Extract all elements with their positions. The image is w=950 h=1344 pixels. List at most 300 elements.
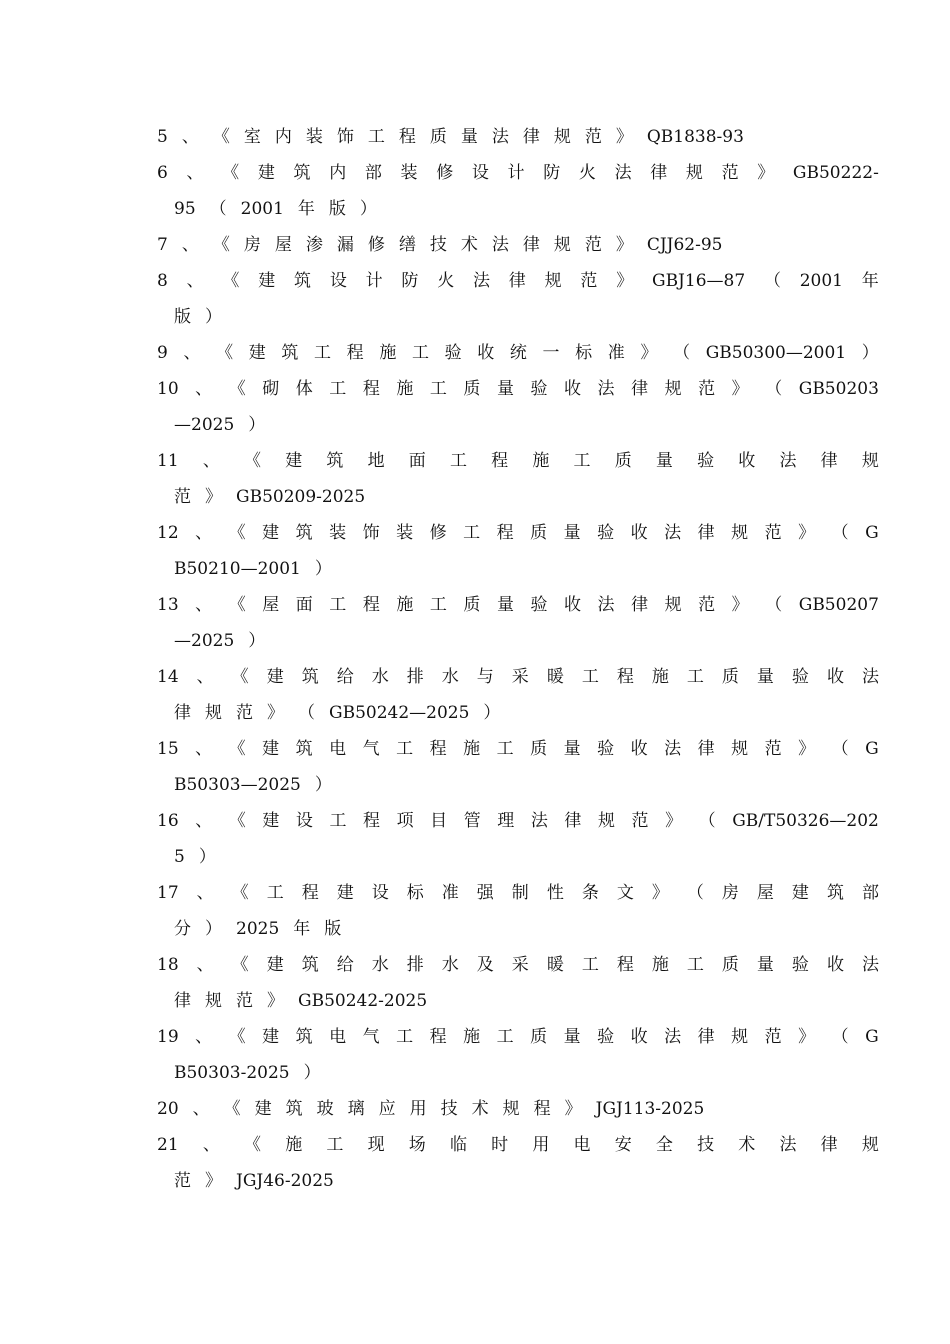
entry-text: 规 (205, 703, 222, 723)
entry-text: GB50209-2025 (236, 487, 366, 507)
entry-text: 》 (665, 811, 683, 831)
entry-text: 量 (563, 1027, 581, 1047)
entry-text: 体 (295, 379, 313, 399)
entry-text: G (865, 523, 879, 543)
entry-text: 17 (157, 883, 179, 903)
entry-text: 》 (205, 1171, 222, 1191)
entry-text: 法 (779, 451, 797, 471)
entry-text: ） (248, 631, 266, 651)
entry-text: 计 (507, 163, 525, 183)
entry-text: 排 (406, 667, 424, 687)
entry-text: 装 (396, 523, 414, 543)
entry-text: 漏 (336, 235, 354, 255)
entry-text: 修 (436, 163, 454, 183)
entry-text: 准 (441, 883, 459, 903)
entry-text: 年 (861, 271, 879, 291)
entry-text: 建 (285, 451, 303, 471)
entry-text: 设 (295, 811, 313, 831)
entry-text: 工 (367, 127, 385, 147)
entry-text: 程 (491, 451, 509, 471)
entry-text: 验 (530, 379, 548, 399)
entry-text: 采 (511, 667, 529, 687)
entry-text: 7 (157, 235, 168, 255)
entry-text: 》 (731, 379, 749, 399)
entry-text: 施 (396, 379, 414, 399)
entry-text: 8 (157, 271, 168, 291)
entry-text: 收 (630, 1027, 648, 1047)
entry-text: 范 (174, 1171, 191, 1191)
entry-text: 工 (396, 1027, 414, 1047)
entry-text: 规 (664, 379, 682, 399)
entry-continuation-line (157, 479, 879, 515)
entry-continuation-line (157, 911, 879, 947)
entry-text: 质 (463, 595, 481, 615)
entry-text: 渗 (305, 235, 323, 255)
entry-text: 技 (429, 235, 447, 255)
entry-text: 室 (243, 127, 261, 147)
entry-text: 建 (262, 811, 280, 831)
entry-text: 》 (798, 1027, 816, 1047)
entry-text: 《 (228, 379, 246, 399)
entry-text: 建 (248, 343, 266, 363)
entry-text: 程 (496, 523, 514, 543)
entry-text: 》 (731, 595, 749, 615)
entry-text: 验 (597, 739, 615, 759)
entry-text: 规 (544, 271, 562, 291)
entry-text: 工 (329, 595, 347, 615)
entry-text: 《 (228, 739, 246, 759)
entry-text: 法 (779, 1135, 797, 1155)
entry-text: 收 (564, 379, 582, 399)
entry-text: 时 (491, 1135, 509, 1155)
entry-text: （ (765, 595, 783, 615)
entry-line (157, 947, 879, 983)
entry-text: 律 (564, 811, 582, 831)
entry-text: 验 (791, 955, 809, 975)
entry-text: 、 (196, 955, 214, 975)
entry-text: ） (314, 775, 332, 795)
entry-text: JGJ46-2025 (236, 1171, 334, 1191)
entry-text: 筑 (295, 523, 313, 543)
entry-text: ） (198, 847, 216, 867)
entry-text: QB1838-93 (646, 127, 744, 147)
entry-text: 房 (721, 883, 739, 903)
entry-text: 程 (616, 955, 634, 975)
entry-text: 屋 (262, 595, 280, 615)
entry-text: 工 (429, 595, 447, 615)
entry-text: 版 (328, 199, 346, 219)
entry-text: 术 (471, 1099, 489, 1119)
entry-text: 房 (243, 235, 261, 255)
entry-text: 16 (157, 811, 179, 831)
entry-text: 程 (616, 667, 634, 687)
entry-text: 规 (553, 235, 571, 255)
list-item (157, 263, 879, 335)
entry-text: 程 (429, 1027, 447, 1047)
entry-text: 工 (573, 451, 591, 471)
entry-text: 质 (614, 451, 632, 471)
entry-text: 年 (293, 919, 311, 939)
entry-text: 修 (429, 523, 447, 543)
entry-text: ） (303, 1063, 321, 1083)
entry-text: 建 (254, 1099, 272, 1119)
entry-text: CJJ62-95 (646, 235, 723, 255)
entry-text: 律 (522, 235, 540, 255)
list-item (157, 875, 879, 947)
entry-text: 》 (615, 127, 633, 147)
entry-text: 律 (650, 163, 668, 183)
entry-text: 、 (195, 595, 213, 615)
entry-text: 理 (497, 811, 515, 831)
entry-continuation-line (157, 551, 879, 587)
entry-text: JGJ113-2025 (595, 1099, 705, 1119)
entry-text: 施 (463, 739, 481, 759)
entry-text: 规 (861, 1135, 879, 1155)
entry-text: 法 (491, 127, 509, 147)
entry-text: 验 (697, 451, 715, 471)
entry-text: 范 (580, 271, 598, 291)
entry-text: 程 (301, 883, 319, 903)
entry-text: 》 (757, 163, 775, 183)
list-item (157, 731, 879, 803)
entry-text: 、 (186, 271, 204, 291)
entry-text: 法 (664, 523, 682, 543)
entry-continuation-line (157, 1163, 879, 1199)
entry-text: 19 (157, 1027, 179, 1047)
entry-text: 法 (491, 235, 509, 255)
entry-text: 建 (257, 163, 275, 183)
entry-text: 筑 (294, 271, 312, 291)
entry-text: 工 (581, 955, 599, 975)
entry-text: 律 (174, 991, 191, 1011)
entry-text: 施 (463, 1027, 481, 1047)
entry-text: 工 (329, 379, 347, 399)
entry-text: 、 (195, 811, 213, 831)
entry-text: 、 (195, 1027, 213, 1047)
entry-text: GB50242-2025 (298, 991, 428, 1011)
entry-line (157, 371, 879, 407)
entry-continuation-line (157, 407, 879, 443)
entry-text: 建 (266, 955, 284, 975)
entry-text: 制 (511, 883, 529, 903)
entry-text: 规 (664, 595, 682, 615)
entry-text: 工 (686, 955, 704, 975)
entry-text: 气 (362, 1027, 380, 1047)
entry-text: 验 (597, 523, 615, 543)
entry-text: 6 (157, 163, 168, 183)
entry-text: 、 (192, 1099, 210, 1119)
entry-text: 量 (496, 379, 514, 399)
entry-text: 面 (295, 595, 313, 615)
entry-line (157, 1091, 879, 1127)
list-item (157, 1091, 879, 1127)
entry-text: 筑 (295, 1027, 313, 1047)
list-item (157, 659, 879, 731)
entry-text: 法 (861, 955, 879, 975)
entry-line (157, 875, 879, 911)
entry-text: 质 (530, 1027, 548, 1047)
entry-line (157, 335, 879, 371)
entry-text: 修 (367, 235, 385, 255)
entry-text: 气 (362, 739, 380, 759)
entry-text: 范 (721, 163, 739, 183)
entry-text: 分 (174, 919, 191, 939)
entry-text: 律 (522, 127, 540, 147)
entry-text: 《 (231, 667, 249, 687)
entry-text: 法 (473, 271, 490, 291)
list-item (157, 587, 879, 659)
entry-text: 质 (429, 127, 447, 147)
entry-text: GB/T50326—202 (732, 811, 879, 831)
entry-text: 施 (651, 955, 669, 975)
entry-text: 》 (651, 883, 669, 903)
entry-text: ） (205, 919, 222, 939)
entry-text: 律 (820, 1135, 838, 1155)
entry-continuation-line (157, 983, 879, 1019)
entry-text: 内 (329, 163, 347, 183)
entry-text: 规 (502, 1099, 520, 1119)
entry-text: 程 (362, 595, 380, 615)
entry-text: 律 (697, 1027, 715, 1047)
entry-text: 水 (441, 955, 459, 975)
entry-text: 、 (181, 127, 199, 147)
entry-text: 律 (174, 703, 191, 723)
entry-text: 量 (460, 127, 478, 147)
entry-text: 《 (216, 343, 234, 363)
entry-text: 版 (324, 919, 342, 939)
entry-text: 防 (401, 271, 419, 291)
entry-text: 2001 (799, 271, 843, 291)
list-item (157, 119, 879, 155)
list-item (157, 803, 879, 875)
entry-text: 性 (546, 883, 564, 903)
entry-text: GB50300—2001 (705, 343, 847, 363)
entry-line (157, 263, 879, 299)
entry-text: 律 (631, 595, 649, 615)
entry-text: 筑 (293, 163, 311, 183)
entry-text: 设 (371, 883, 389, 903)
entry-text: ） (248, 415, 266, 435)
entry-text: 规 (205, 991, 222, 1011)
list-item (157, 155, 879, 227)
entry-text: 玻 (316, 1099, 334, 1119)
entry-text: 》 (798, 523, 816, 543)
entry-text: 14 (157, 667, 179, 687)
entry-line (157, 119, 879, 155)
entry-text: 筑 (326, 451, 344, 471)
entry-text: 工 (496, 739, 514, 759)
entry-continuation-line (157, 623, 879, 659)
entry-text: 施 (285, 1135, 303, 1155)
entry-text: 筑 (295, 739, 313, 759)
entry-text: 建 (266, 667, 284, 687)
entry-text: 及 (476, 955, 494, 975)
entry-text: 施 (396, 595, 414, 615)
entry-text: 璃 (347, 1099, 365, 1119)
entry-text: 标 (406, 883, 424, 903)
entry-text: 量 (563, 739, 581, 759)
entry-text: 范 (584, 127, 602, 147)
entry-text: 规 (731, 1027, 749, 1047)
entry-text: 工 (314, 343, 332, 363)
entry-text: 规 (553, 127, 571, 147)
entry-text: 采 (511, 955, 529, 975)
entry-text: 范 (698, 595, 716, 615)
entry-continuation-line (157, 695, 879, 731)
entry-text: 范 (764, 523, 782, 543)
list-item (157, 227, 879, 263)
entry-text: 范 (764, 739, 782, 759)
entry-text: 程 (429, 739, 447, 759)
entry-text: 屋 (274, 235, 292, 255)
entry-text: 技 (440, 1099, 458, 1119)
entry-text: 验 (597, 1027, 615, 1047)
entry-text: 工 (329, 811, 347, 831)
entry-text: 计 (365, 271, 383, 291)
entry-text: 量 (563, 523, 581, 543)
entry-text: 工 (266, 883, 284, 903)
entry-text: 筑 (826, 883, 844, 903)
entry-text: 法 (664, 1027, 682, 1047)
entry-text: 10 (157, 379, 179, 399)
entry-text: （ (673, 343, 691, 363)
entry-text: 程 (346, 343, 364, 363)
entry-text: 收 (826, 955, 844, 975)
entry-continuation-line (157, 299, 879, 335)
entry-text: 、 (202, 1135, 220, 1155)
entry-text: 规 (597, 811, 615, 831)
entry-text: 质 (463, 379, 481, 399)
entry-text: 验 (791, 667, 809, 687)
entry-text: 暖 (546, 955, 564, 975)
entry-text: 筑 (301, 667, 319, 687)
entry-text: 部 (861, 883, 879, 903)
entry-text: 全 (655, 1135, 673, 1155)
entry-text: —2025 (174, 631, 235, 651)
entry-text: 工 (429, 379, 447, 399)
entry-text: 、 (195, 379, 213, 399)
entry-text: 与 (476, 667, 494, 687)
entry-text: B50210—2001 (174, 559, 301, 579)
entry-text: 2001 (240, 199, 284, 219)
entry-text: 建 (336, 883, 354, 903)
entry-text: 》 (640, 343, 658, 363)
entry-text: 术 (738, 1135, 756, 1155)
entry-text: 律 (631, 379, 649, 399)
entry-text: 质 (530, 523, 548, 543)
entry-text: 》 (564, 1099, 582, 1119)
entry-text: 筑 (281, 343, 299, 363)
entry-text: 《 (231, 883, 249, 903)
entry-text: 场 (408, 1135, 426, 1155)
list-item (157, 335, 879, 371)
entry-text: 5 (157, 127, 168, 147)
entry-text: 《 (223, 1099, 241, 1119)
entry-text: 建 (262, 523, 280, 543)
entry-text: 、 (202, 451, 220, 471)
entry-text: 建 (791, 883, 809, 903)
entry-line (157, 803, 879, 839)
entry-text: （ (831, 739, 849, 759)
entry-text: 程 (533, 1099, 551, 1119)
entry-text: ） (483, 703, 501, 723)
entry-text: ） (314, 559, 332, 579)
entry-text: 》 (205, 487, 222, 507)
entry-text: 筑 (285, 1099, 303, 1119)
entry-text: 质 (721, 667, 739, 687)
entry-text: G (865, 1027, 879, 1047)
entry-text: GBJ16—87 (651, 271, 746, 291)
entry-text: 、 (196, 883, 214, 903)
entry-text: 律 (697, 739, 715, 759)
entry-continuation-line (157, 767, 879, 803)
entry-line (157, 731, 879, 767)
entry-text: 施 (532, 451, 550, 471)
entry-text: 火 (578, 163, 596, 183)
entry-text: 设 (329, 271, 347, 291)
entry-text: 量 (756, 667, 774, 687)
entry-text: 缮 (398, 235, 416, 255)
entry-text: 95 (174, 199, 196, 219)
entry-text: 建 (262, 1027, 280, 1047)
entry-text: 律 (508, 271, 526, 291)
entry-text: 给 (336, 955, 354, 975)
entry-text: ） (861, 343, 879, 363)
entry-text: 临 (449, 1135, 467, 1155)
entry-text: 建 (258, 271, 276, 291)
entry-text: 《 (231, 955, 249, 975)
standards-list (157, 119, 879, 1199)
entry-text: 程 (363, 811, 381, 831)
entry-text: 文 (616, 883, 634, 903)
entry-text: 面 (408, 451, 426, 471)
entry-text: 律 (820, 451, 838, 471)
entry-text: 规 (731, 523, 749, 543)
entry-continuation-line (157, 191, 879, 227)
entry-text: 《 (222, 271, 240, 291)
entry-text: 规 (861, 451, 879, 471)
entry-text: 规 (685, 163, 703, 183)
entry-line (157, 515, 879, 551)
entry-text: （ (698, 811, 716, 831)
entry-text: 强 (476, 883, 494, 903)
entry-text: GB50207 (798, 595, 879, 615)
entry-text: （ (831, 1027, 849, 1047)
entry-text: 20 (157, 1099, 179, 1119)
entry-text: 验 (530, 595, 548, 615)
entry-text: 《 (212, 235, 230, 255)
entry-text: 《 (228, 523, 246, 543)
entry-text: 装 (305, 127, 323, 147)
entry-text: GB50203 (798, 379, 879, 399)
entry-text: 《 (244, 1135, 262, 1155)
entry-text: 15 (157, 739, 179, 759)
entry-text: 水 (441, 667, 459, 687)
entry-text: 2025 (236, 919, 280, 939)
entry-text: 条 (581, 883, 599, 903)
entry-text: 《 (228, 1027, 246, 1047)
entry-text: （ (765, 379, 783, 399)
entry-text: 给 (336, 667, 354, 687)
entry-text: 规 (731, 739, 749, 759)
entry-text: 统 (509, 343, 527, 363)
list-item (157, 1019, 879, 1091)
entry-text: 电 (329, 739, 347, 759)
entry-text: 现 (367, 1135, 385, 1155)
entry-text: 筑 (301, 955, 319, 975)
entry-text: （ (763, 271, 781, 291)
entry-text: 火 (437, 271, 455, 291)
